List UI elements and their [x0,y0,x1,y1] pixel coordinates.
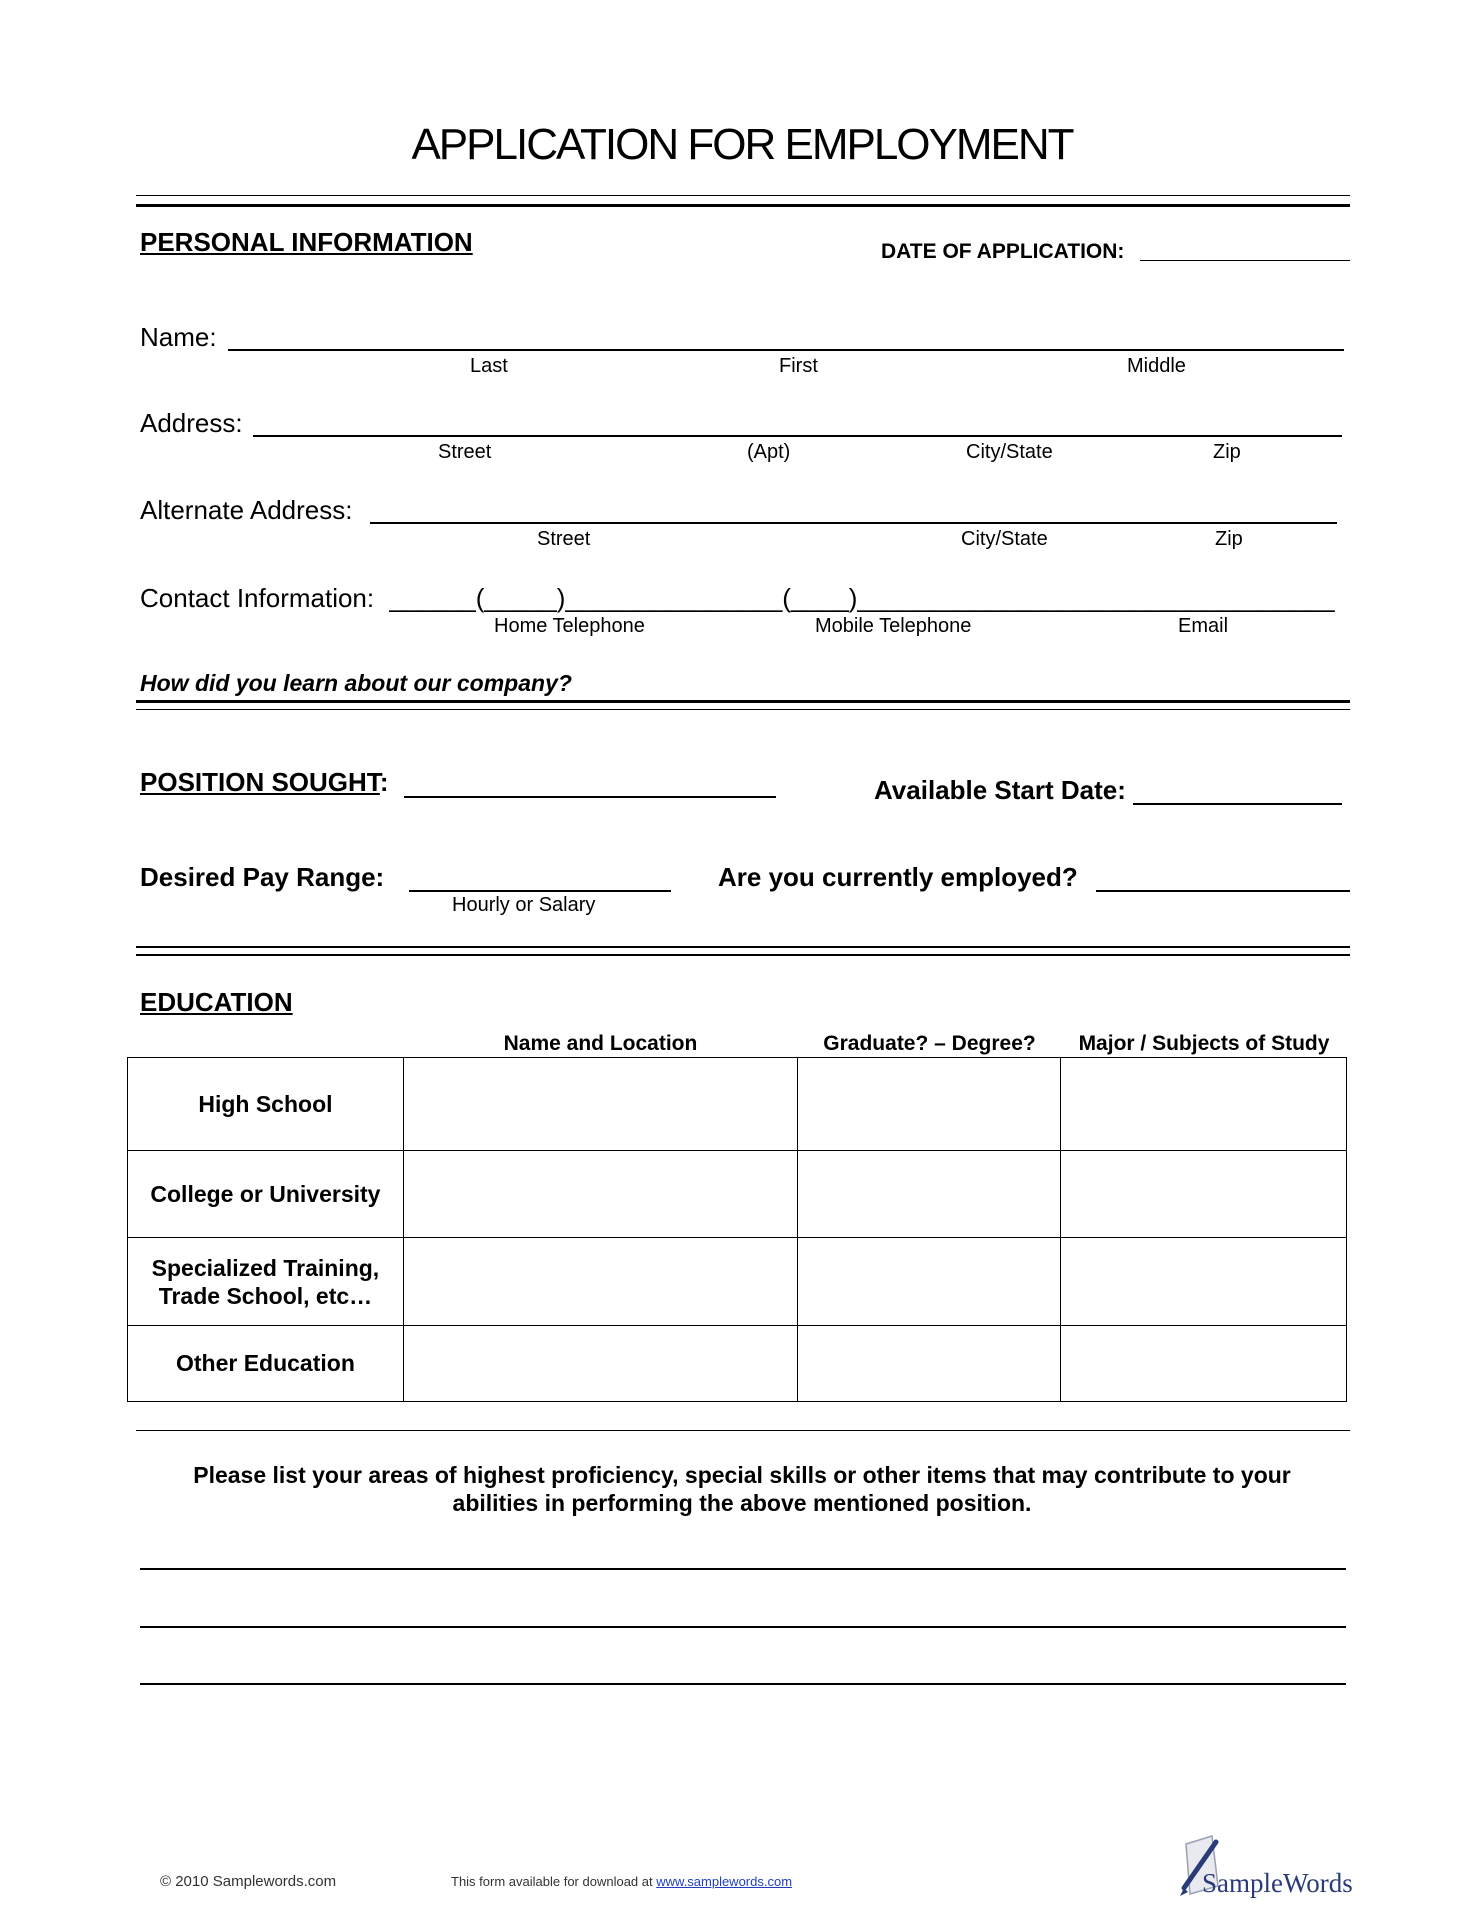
date-of-application-label: DATE OF APPLICATION: [881,240,1125,263]
address-part-zip: Zip [1213,441,1241,463]
name-part-middle: Middle [1127,355,1186,377]
alternate-address-label: Alternate Address: [140,495,353,525]
contact-part-home-telephone: Home Telephone [494,615,645,637]
footer-download-note [451,1874,792,1889]
position-sought-label [140,767,388,798]
row-label-specialized-training: Specialized Training, Trade School, etc… [128,1238,404,1326]
samplewords-logo [1172,1832,1352,1902]
address-field[interactable] [253,435,1342,437]
cell-major[interactable] [1061,1058,1347,1151]
footer-download-link[interactable]: www.samplewords.com [656,1874,793,1889]
alt-address-part-zip: Zip [1215,528,1243,550]
column-header-name-location: Name and Location [503,1032,698,1055]
cell-name-location[interactable] [403,1151,798,1238]
footer-copyright: © 2010 Samplewords.com [160,1873,337,1890]
address-label: Address: [140,408,243,438]
alt-address-part-street: Street [537,528,591,550]
education-table [127,1057,1347,1402]
skills-answer-line[interactable] [140,1568,1346,1570]
currently-employed-label: Are you currently employed? [718,862,1078,892]
logo-text: SampleWords [1202,1868,1353,1898]
cell-major[interactable] [1061,1151,1347,1238]
page-title: APPLICATION FOR EMPLOYMENT [411,120,1073,169]
contact-part-email: Email [1178,615,1229,637]
available-start-date-label: Available Start Date: [874,775,1126,805]
address-part-apt: (Apt) [747,441,791,463]
name-field[interactable] [228,349,1344,351]
cell-name-location[interactable] [403,1326,798,1402]
cell-graduate-degree[interactable] [798,1151,1061,1238]
row-label-college: College or University [128,1151,404,1238]
address-part-street: Street [438,441,492,463]
position-sought-text: POSITION SOUGHT [140,767,380,797]
row-label-high-school: High School [128,1058,404,1151]
pay-range-sub-label: Hourly or Salary [452,894,596,916]
cell-graduate-degree[interactable] [798,1238,1061,1326]
contact-part-mobile-telephone: Mobile Telephone [815,615,972,637]
learn-about-company-label: How did you learn about our company? [140,670,572,696]
contact-information-field[interactable]: ______(_____)_______________(____)_________________________________ [389,583,1335,613]
name-part-first: First [779,355,818,377]
skills-answer-line[interactable] [140,1683,1346,1685]
position-sought-field[interactable] [404,796,776,798]
column-header-graduate-degree: Graduate? – Degree? [823,1032,1036,1055]
column-header-major: Major / Subjects of Study [1078,1032,1330,1055]
divider [136,954,1350,956]
address-part-city-state: City/State [966,441,1053,463]
available-start-date-field[interactable] [1133,803,1342,805]
divider [136,946,1350,948]
section-heading-education: EDUCATION [140,987,293,1017]
desired-pay-range-field[interactable] [409,890,671,892]
alt-address-part-city-state: City/State [961,528,1048,550]
divider [136,1430,1350,1431]
divider [136,195,1350,196]
desired-pay-range-label: Desired Pay Range: [140,862,385,892]
cell-name-location[interactable] [403,1058,798,1151]
currently-employed-field[interactable] [1096,890,1350,892]
contact-information-label: Contact Information: [140,583,375,613]
cell-graduate-degree[interactable] [798,1326,1061,1402]
table-row [128,1058,1347,1151]
row-label-other-education: Other Education [128,1326,404,1402]
footer-download-text: This form available for download at [451,1874,657,1889]
cell-graduate-degree[interactable] [798,1058,1061,1151]
skills-answer-line[interactable] [140,1626,1346,1628]
cell-major[interactable] [1061,1238,1347,1326]
name-part-last: Last [470,355,508,377]
divider [136,709,1350,710]
date-of-application-field[interactable] [1140,260,1350,261]
skills-prompt-line2: abilities in performing the above mentioned position. [452,1490,1032,1516]
divider [136,700,1350,703]
position-sought-colon: : [379,767,389,797]
section-heading-personal: PERSONAL INFORMATION [140,227,473,257]
table-row [128,1326,1347,1402]
alternate-address-field[interactable] [370,522,1337,524]
table-row [128,1238,1347,1326]
divider [136,204,1350,207]
skills-prompt-line1: Please list your areas of highest proficiency, special skills or other items that may contribute to your [193,1462,1291,1488]
cell-name-location[interactable] [403,1238,798,1326]
cell-major[interactable] [1061,1326,1347,1402]
name-label: Name: [140,322,217,352]
table-row [128,1151,1347,1238]
